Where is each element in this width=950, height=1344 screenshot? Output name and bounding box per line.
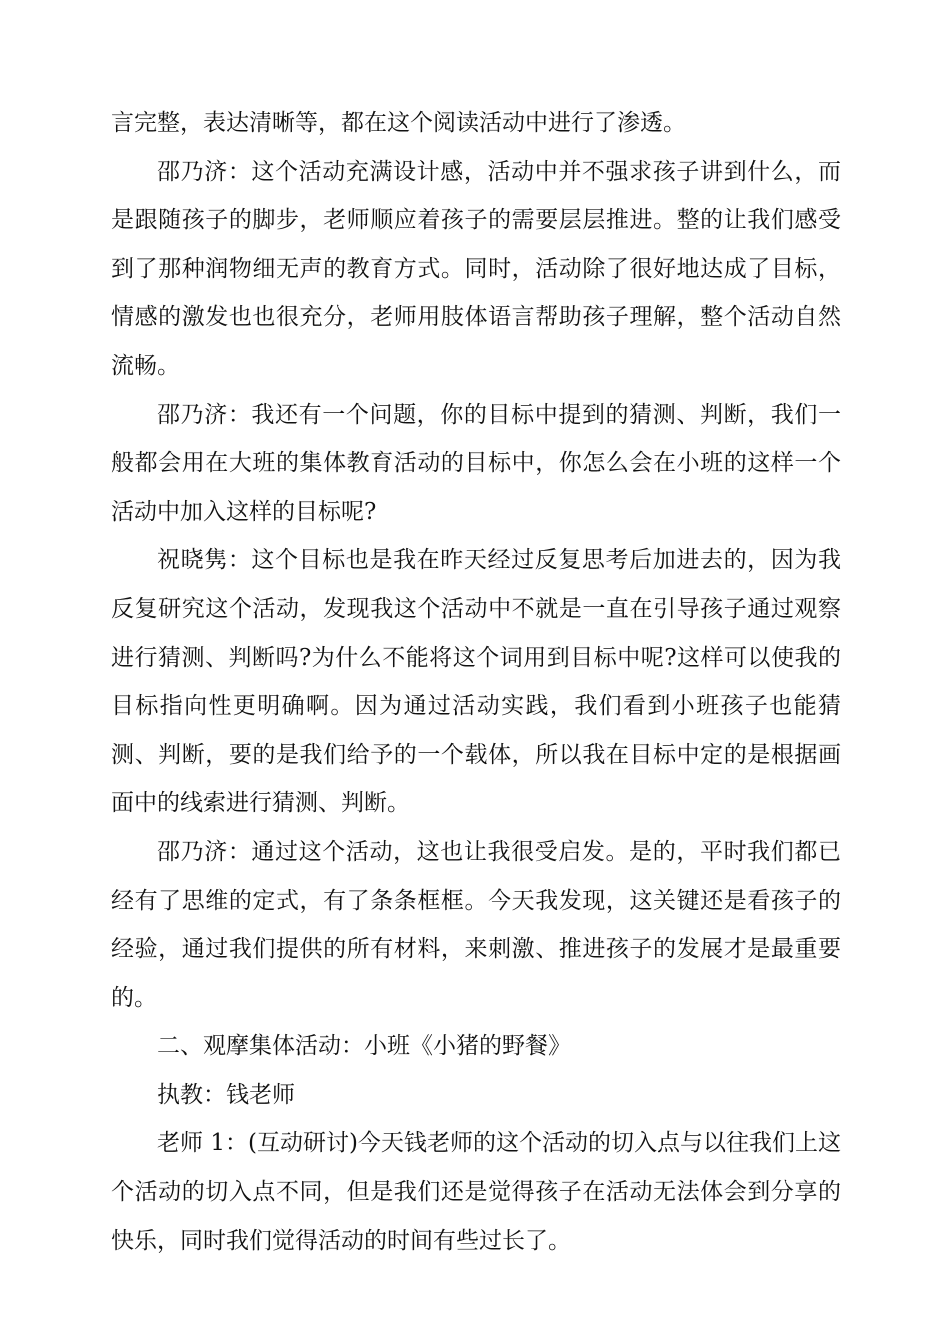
paragraph: 邵乃济：我还有一个问题，你的目标中提到的猜测、判断，我们一般都会用在大班的集体教育活动的目标中，你怎么会在小班的这样一个活动中加入这样的目标呢? [111, 401, 841, 525]
paragraph: 老师 1：(互动研讨)今天钱老师的这个活动的切入点与以往我们上这个活动的切入点不同，但是我们还是觉得孩子在活动无法体会到分享的快乐，同时我们觉得活动的时间有些过长了。 [111, 1130, 841, 1254]
paragraph: 执教：钱老师 [157, 1081, 295, 1108]
section-heading: 二、观摩集体活动：小班《小猪的野餐》 [157, 1033, 571, 1060]
paragraph: 邵乃济：通过这个活动，这也让我很受启发。是的，平时我们都已经有了思维的定式，有了条条框框。今天我发现，这关键还是看孩子的经验，通过我们提供的所有材料，来刺激、推进孩子的发展才是最重要的。 [111, 838, 841, 1011]
paragraph: 祝晓隽：这个目标也是我在昨天经过反复思考后加进去的，因为我反复研究这个活动，发现我这个活动中不就是一直在引导孩子通过观察进行猜测、判断吗?为什么不能将这个词用到目标中呢?这样可以使我的目标指向性更明确啊。因为通过活动实践，我们看到小班孩子也能猜测、判断，要的是我们给予的一个载体，所以我在目标中定的是根据画面中的线索进行猜测、判断。 [111, 547, 841, 817]
paragraph: 言完整，表达清晰等，都在这个阅读活动中进行了渗透。 [111, 110, 686, 136]
document-body [111, 99, 841, 1265]
paragraph: 邵乃济：这个活动充满设计感，活动中并不强求孩子讲到什么，而是跟随孩子的脚步，老师顺应着孩子的需要层层推进。整的让我们感受到了那种润物细无声的教育方式。同时，活动除了很好地达成了目标，情感的激发也也很充分，老师用肢体语言帮助孩子理解，整个活动自然流畅。 [111, 158, 841, 379]
